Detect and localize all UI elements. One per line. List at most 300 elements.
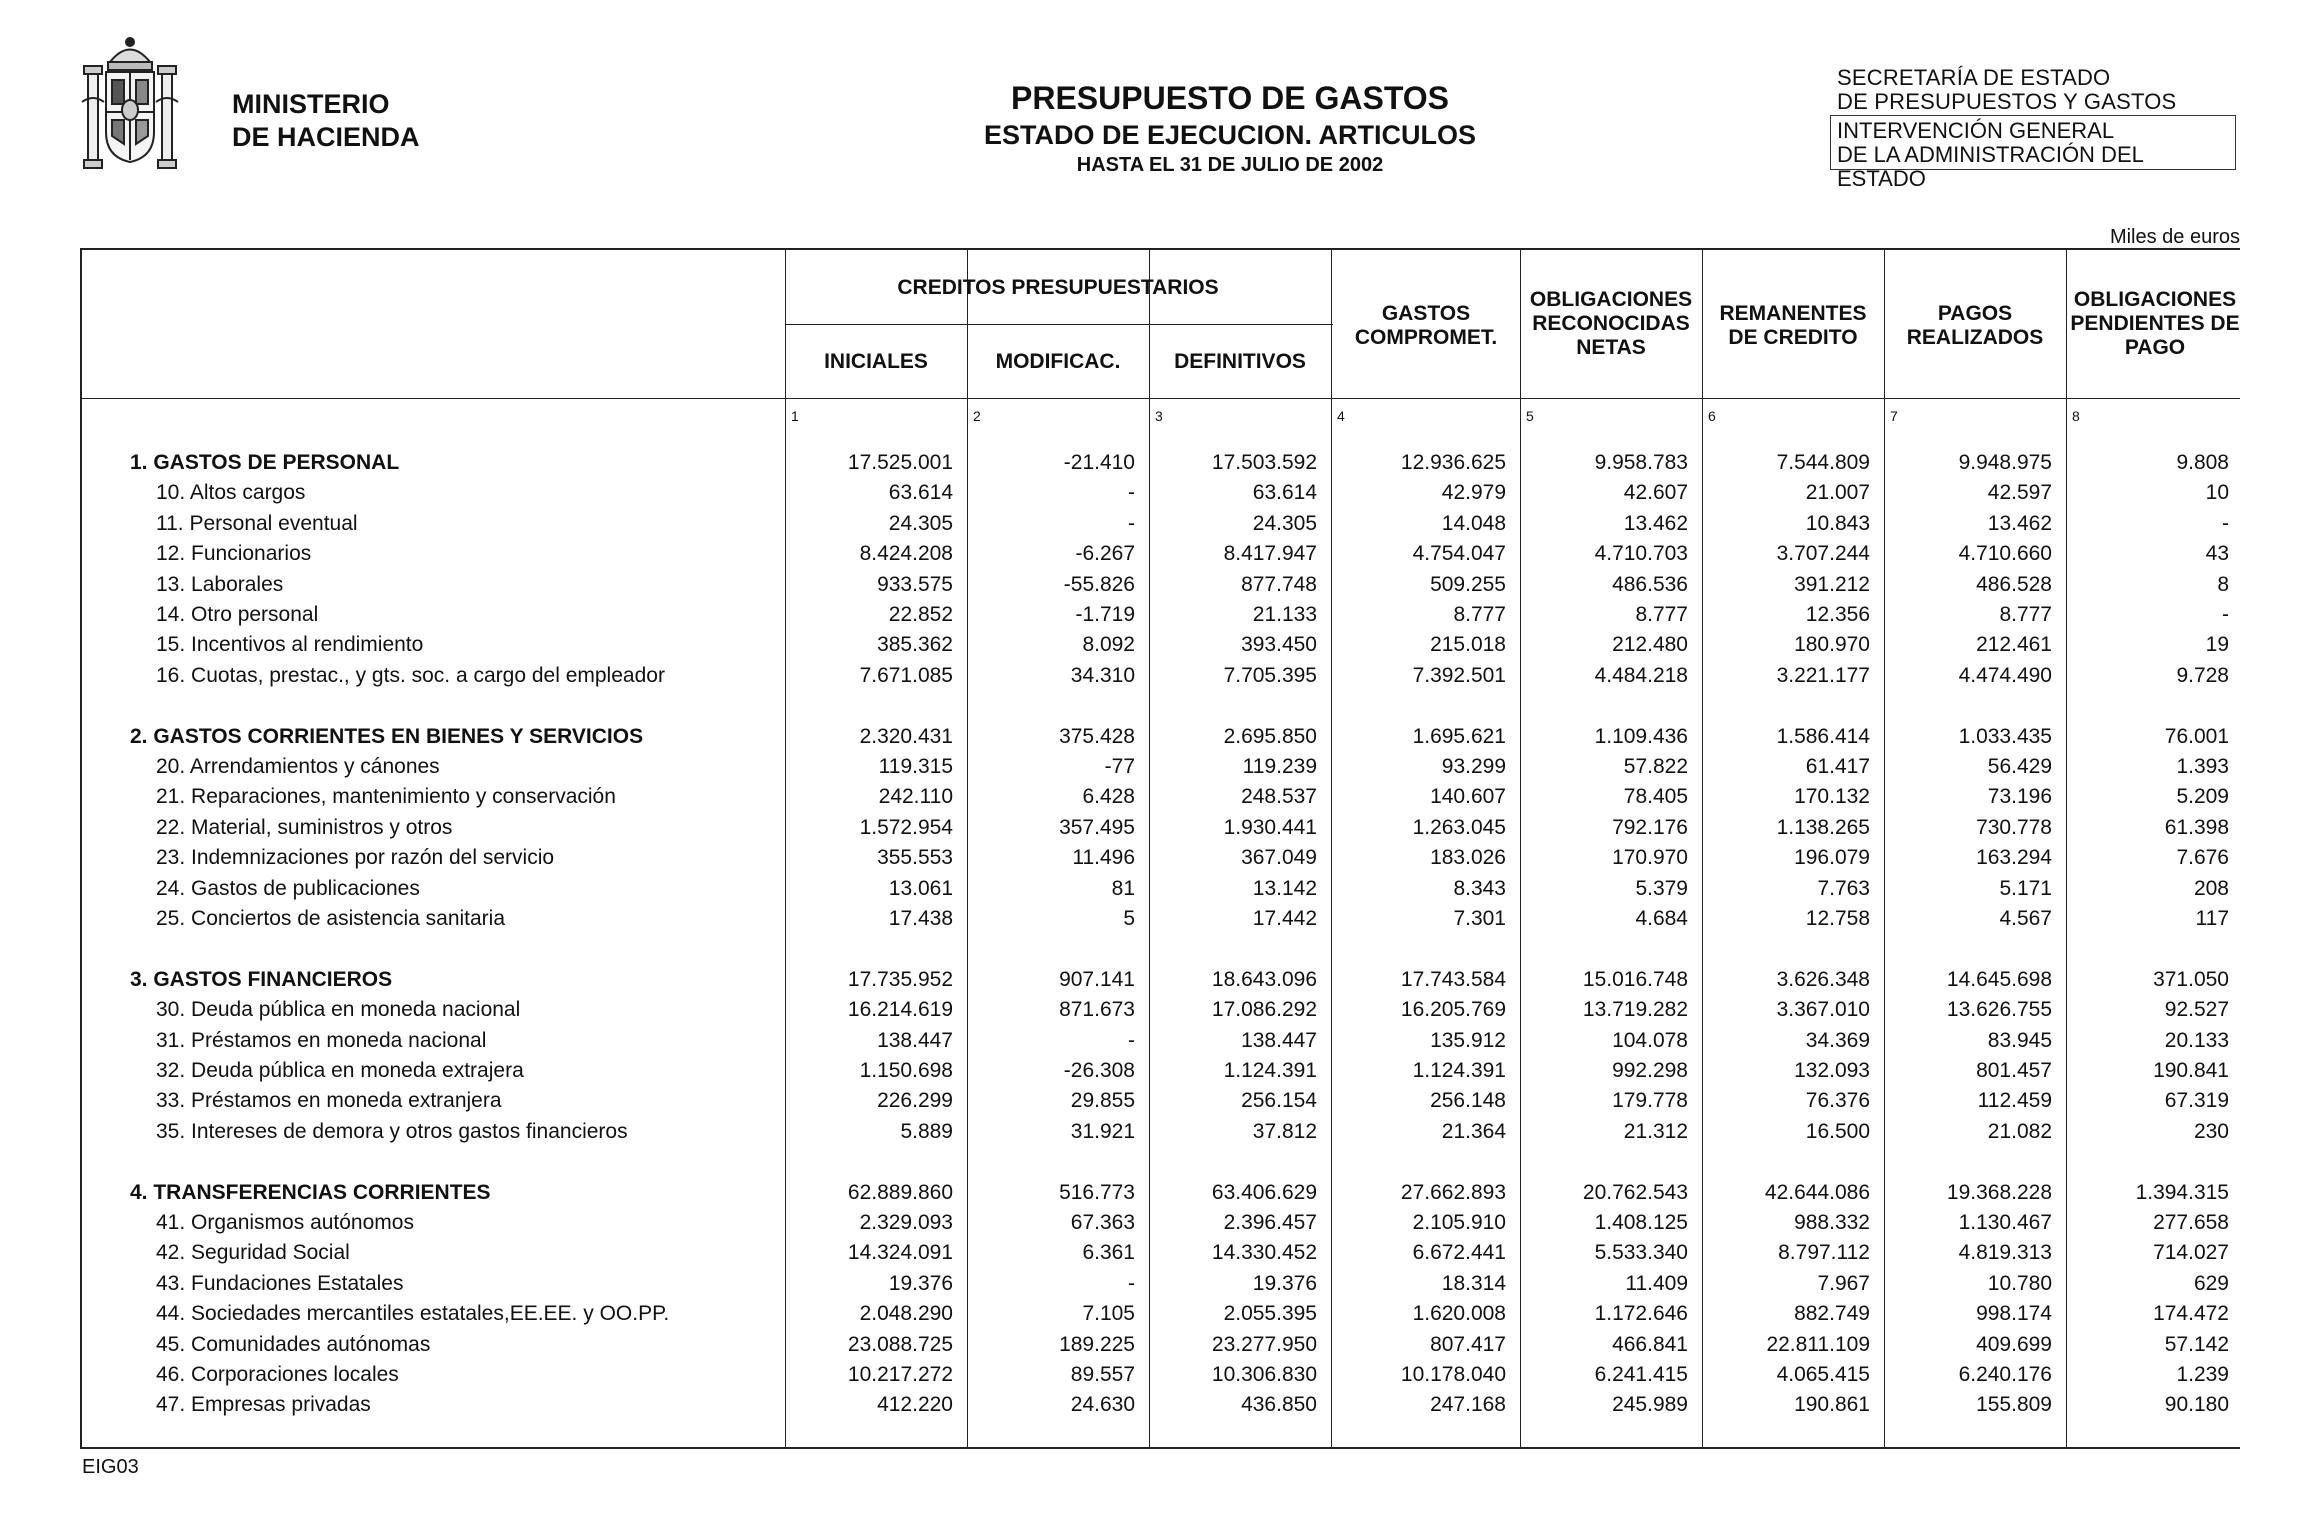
- row-value: 14.324.091: [847, 1241, 953, 1265]
- row-value: 24.305: [1252, 511, 1317, 535]
- row-value: 196.079: [1794, 846, 1870, 870]
- col-header-remanentes: REMANENTES DE CREDITO: [1719, 302, 1867, 349]
- row-value: 112.459: [1977, 1089, 2052, 1113]
- row-value: 1.394.315: [2135, 1180, 2229, 1204]
- row-value: 17.086.292: [1211, 998, 1317, 1022]
- row-value: -21.410: [1063, 451, 1135, 474]
- row-value: 1.239: [2176, 1363, 2229, 1386]
- row-value: 63.614: [888, 481, 953, 505]
- row-value: 10.178.040: [1400, 1363, 1506, 1386]
- row-value: 10.306.830: [1211, 1363, 1317, 1386]
- row-label: 16. Cuotas, prestac., y gts. soc. a cargo del empleador: [156, 663, 665, 687]
- row-value: 1.124.391: [1223, 1059, 1317, 1082]
- row-label: 2. GASTOS CORRIENTES EN BIENES Y SERVICIOS: [130, 724, 644, 748]
- table-row: [80, 509, 2240, 539]
- row-label: 25. Conciertos de asistencia sanitaria: [156, 907, 506, 930]
- table-row: [80, 1117, 2240, 1147]
- row-label: 21. Reparaciones, mantenimiento y conservación: [156, 785, 616, 809]
- table-group-row: [80, 1178, 2240, 1208]
- row-value: 12.936.625: [1400, 451, 1506, 474]
- row-value: 73.196: [1987, 785, 2052, 809]
- row-value: 8.417.947: [1223, 542, 1317, 566]
- row-value: 12.758: [1805, 907, 1870, 930]
- row-value: 93.299: [1441, 755, 1506, 778]
- row-label: 42. Seguridad Social: [156, 1241, 350, 1265]
- row-value: 988.332: [1794, 1211, 1870, 1234]
- table-row: [80, 1390, 2240, 1420]
- row-value: 12.356: [1805, 603, 1870, 626]
- row-value: 18.643.096: [1211, 967, 1317, 991]
- row-value: 61.417: [1805, 755, 1870, 778]
- row-value: 807.417: [1430, 1332, 1506, 1356]
- table-row: [80, 1330, 2240, 1360]
- row-value: 385.362: [877, 633, 953, 657]
- report-title-block: [810, 78, 1650, 178]
- table-group-row: [80, 722, 2240, 752]
- table-group-row: [80, 448, 2240, 478]
- row-label: 46. Corporaciones locales: [156, 1363, 399, 1386]
- row-value: 4.474.490: [1958, 663, 2052, 687]
- group-header-divider: [785, 324, 1333, 325]
- row-value: 19.368.228: [1946, 1180, 2052, 1204]
- row-value: 2.105.910: [1412, 1211, 1506, 1234]
- row-value: 170.132: [1794, 785, 1870, 809]
- table-row: [80, 1208, 2240, 1238]
- row-value: 877.748: [1241, 572, 1317, 596]
- row-value: -55.826: [1063, 572, 1135, 596]
- row-label: 24. Gastos de publicaciones: [156, 876, 420, 900]
- row-label: 20. Arrendamientos y cánones: [156, 755, 440, 778]
- row-value: 1.930.441: [1223, 815, 1317, 839]
- row-value: 7.676: [2176, 846, 2229, 870]
- row-label: 3. GASTOS FINANCIEROS: [130, 967, 393, 991]
- row-value: 92.527: [2164, 998, 2229, 1022]
- row-value: 190.861: [1794, 1393, 1870, 1417]
- table-row: [80, 1238, 2240, 1268]
- row-value: 256.148: [1430, 1089, 1506, 1113]
- row-value: 7.544.809: [1776, 451, 1870, 474]
- row-value: 1.033.435: [1958, 724, 2052, 748]
- table-row: [80, 752, 2240, 782]
- table-row: [80, 539, 2240, 569]
- table-row: [80, 1269, 2240, 1299]
- row-value: 83.945: [1987, 1028, 2052, 1052]
- table-row: [80, 813, 2240, 843]
- col-header-gastos-comprom: GASTOS COMPROMET.: [1354, 302, 1498, 349]
- row-label: 23. Indemnizaciones por razón del servicio: [156, 846, 555, 870]
- table-row: [80, 904, 2240, 934]
- row-value: 4.484.218: [1594, 663, 1688, 687]
- row-value: 8.424.208: [859, 542, 953, 566]
- row-label: 32. Deuda pública en moneda extrajera: [156, 1059, 524, 1082]
- row-value: 245.989: [1612, 1393, 1688, 1417]
- row-value: 119.315: [878, 755, 953, 778]
- row-value: 6.672.441: [1412, 1241, 1506, 1265]
- row-label: 47. Empresas privadas: [156, 1393, 371, 1417]
- row-value: 1.138.265: [1776, 815, 1870, 839]
- row-value: 871.673: [1059, 998, 1135, 1022]
- table-row: [80, 600, 2240, 630]
- row-value: 5.171: [1999, 876, 2052, 900]
- row-value: 13.061: [888, 876, 953, 900]
- row-value: 67.363: [1070, 1211, 1135, 1234]
- row-value: 7.301: [1453, 907, 1506, 930]
- table-row: [80, 843, 2240, 873]
- row-value: 20.133: [2164, 1028, 2229, 1052]
- row-value: 7.392.501: [1412, 663, 1506, 687]
- row-value: -77: [1104, 755, 1135, 778]
- table-group-row: [80, 965, 2240, 995]
- row-value: 212.480: [1612, 633, 1688, 657]
- row-value: 371.050: [2153, 967, 2229, 991]
- row-value: 4.065.415: [1776, 1363, 1870, 1386]
- row-value: 190.841: [2153, 1059, 2229, 1082]
- row-value: 34.369: [1805, 1028, 1870, 1052]
- table-row: [80, 782, 2240, 812]
- units-label: Miles de euros: [2109, 226, 2240, 248]
- row-value: 42.644.086: [1764, 1180, 1870, 1204]
- row-value: 4.710.703: [1594, 542, 1688, 566]
- row-label: 4. TRANSFERENCIAS CORRIENTES: [130, 1180, 491, 1204]
- row-value: 37.812: [1252, 1119, 1317, 1143]
- row-value: 17.525.001: [847, 451, 953, 474]
- row-value: 76.376: [1805, 1089, 1870, 1113]
- row-value: 13.462: [1623, 511, 1688, 535]
- row-label: 12. Funcionarios: [156, 542, 312, 566]
- intervencion-line-1: INTERVENCIÓN GENERAL: [1837, 118, 2115, 143]
- table-row: [80, 630, 2240, 660]
- row-value: 155.809: [1976, 1393, 2052, 1417]
- row-value: 21.133: [1252, 603, 1317, 626]
- secretaria-line-1: SECRETARÍA DE ESTADO: [1837, 65, 2111, 90]
- row-label: 41. Organismos autónomos: [156, 1211, 414, 1234]
- table-row: [80, 1299, 2240, 1329]
- row-value: 5.533.340: [1594, 1241, 1688, 1265]
- row-value: 20.762.543: [1582, 1180, 1688, 1204]
- row-value: 409.699: [1976, 1332, 2052, 1356]
- row-value: 1.408.125: [1594, 1211, 1688, 1234]
- row-value: 135.912: [1430, 1028, 1506, 1052]
- table-row: [80, 1056, 2240, 1086]
- row-value: 3.707.244: [1776, 542, 1870, 566]
- row-value: 247.168: [1430, 1393, 1506, 1417]
- row-value: 21.082: [1987, 1119, 2052, 1143]
- row-label: 10. Altos cargos: [156, 481, 306, 505]
- row-value: 792.176: [1612, 815, 1688, 839]
- row-value: 42.607: [1623, 481, 1688, 505]
- row-value: 13.626.755: [1946, 998, 2052, 1022]
- row-value: 375.428: [1059, 724, 1135, 748]
- row-value: 140.607: [1430, 785, 1506, 809]
- row-value: 208: [2193, 876, 2229, 900]
- header-divider: [80, 398, 2240, 399]
- table-row: [80, 478, 2240, 508]
- row-value: 42.979: [1441, 481, 1506, 505]
- row-value: 63.406.629: [1211, 1180, 1317, 1204]
- row-value: 801.457: [1976, 1059, 2052, 1082]
- row-label: 1. GASTOS DE PERSONAL: [130, 451, 400, 474]
- row-value: 2.396.457: [1223, 1211, 1317, 1234]
- row-value: 248.537: [1241, 785, 1317, 809]
- row-value: 17.438: [888, 907, 953, 930]
- col-header-pagos: PAGOS REALIZADOS: [1906, 302, 2044, 349]
- row-value: 1.109.436: [1594, 724, 1688, 748]
- row-value: 1.124.391: [1412, 1059, 1506, 1082]
- row-value: 138.447: [877, 1028, 953, 1052]
- row-value: 277.658: [2153, 1211, 2229, 1234]
- ministry-name: [232, 88, 420, 154]
- row-value: 730.778: [1976, 815, 2052, 839]
- row-label: 15. Incentivos al rendimiento: [156, 633, 424, 657]
- row-value: 23.088.725: [847, 1332, 953, 1356]
- row-value: 13.719.282: [1582, 998, 1688, 1022]
- row-label: 33. Préstamos en moneda extranjera: [156, 1089, 502, 1113]
- row-value: 34.310: [1070, 663, 1135, 687]
- col-number: 8: [2072, 408, 2080, 424]
- row-value: 7.967: [1817, 1271, 1870, 1295]
- secretaria-label: [1837, 66, 2176, 114]
- row-label: 45. Comunidades autónomas: [156, 1332, 431, 1356]
- table-row: [80, 1086, 2240, 1116]
- row-value: 43: [2205, 542, 2229, 566]
- row-value: -26.308: [1063, 1059, 1135, 1082]
- table-row: [80, 1360, 2240, 1390]
- form-code: EIG03: [82, 1456, 139, 1478]
- row-value: 9.728: [2176, 663, 2229, 687]
- table-row: [80, 874, 2240, 904]
- row-value: 14.330.452: [1211, 1241, 1317, 1265]
- row-value: 486.536: [1612, 572, 1688, 596]
- row-label: 44. Sociedades mercantiles estatales,EE.EE. y OO.PP.: [156, 1302, 670, 1326]
- row-value: 4.710.660: [1958, 542, 2052, 566]
- row-value: 1.572.954: [859, 815, 953, 839]
- row-value: 174.472: [2153, 1302, 2229, 1326]
- row-value: 1.695.621: [1412, 724, 1506, 748]
- row-value: 63.614: [1252, 481, 1317, 505]
- row-value: -: [2222, 511, 2229, 535]
- row-value: 8.797.112: [1778, 1241, 1870, 1265]
- row-value: 15.016.748: [1582, 967, 1688, 991]
- row-value: 2.695.850: [1223, 724, 1317, 748]
- row-value: -6.267: [1075, 542, 1135, 566]
- row-value: 90.180: [2164, 1393, 2229, 1417]
- row-value: 5.209: [2176, 785, 2229, 809]
- report-title: PRESUPUESTO DE GASTOS: [1010, 80, 1450, 116]
- row-value: 1.172.646: [1594, 1302, 1688, 1326]
- creditos-group-header: CREDITOS PRESUPUESTARIOS: [897, 276, 1219, 299]
- row-value: 14.645.698: [1946, 967, 2052, 991]
- row-value: 355.553: [877, 846, 953, 870]
- row-value: 21.312: [1623, 1119, 1688, 1143]
- row-label: 11. Personal eventual: [156, 511, 358, 535]
- row-value: 4.567: [1999, 907, 2052, 930]
- row-value: 3.626.348: [1776, 967, 1870, 991]
- row-value: 16.214.619: [847, 998, 953, 1022]
- row-value: 11.409: [1625, 1271, 1688, 1295]
- row-value: 1.620.008: [1412, 1302, 1506, 1326]
- row-value: 412.220: [877, 1393, 953, 1417]
- row-value: 882.749: [1794, 1302, 1870, 1326]
- col-header-obligaciones-netas: OBLIGACIONES RECONOCIDAS NETAS: [1529, 288, 1693, 359]
- row-value: 5: [1123, 907, 1135, 930]
- col-number: 1: [791, 408, 799, 424]
- row-value: 3.221.177: [1776, 663, 1870, 687]
- row-value: -: [1128, 481, 1135, 505]
- row-value: 17.735.952: [847, 967, 953, 991]
- row-value: 8.092: [1082, 633, 1135, 657]
- col-number: 4: [1337, 408, 1345, 424]
- row-value: 117: [2195, 907, 2229, 930]
- row-value: 19: [2205, 633, 2229, 657]
- row-value: 19.376: [1252, 1271, 1317, 1295]
- row-value: 10.217.272: [847, 1363, 953, 1386]
- row-value: 57.142: [2164, 1332, 2229, 1356]
- row-value: 629: [2193, 1271, 2229, 1295]
- row-value: 436.850: [1241, 1393, 1317, 1417]
- row-value: -: [1128, 511, 1135, 535]
- row-value: 189.225: [1059, 1332, 1135, 1356]
- row-value: 6.240.176: [1958, 1363, 2052, 1386]
- row-value: 13.462: [1987, 511, 2052, 535]
- row-value: 2.320.431: [859, 724, 953, 748]
- row-value: 10: [2205, 481, 2229, 505]
- row-value: 907.141: [1059, 967, 1135, 991]
- ministry-line-2: DE HACIENDA: [232, 122, 420, 152]
- row-value: 57.822: [1623, 755, 1688, 778]
- row-value: 8: [2217, 572, 2229, 596]
- row-value: 8.343: [1453, 876, 1506, 900]
- row-value: 7.105: [1082, 1302, 1135, 1326]
- row-value: 242.110: [878, 785, 953, 809]
- row-value: 21.007: [1805, 481, 1870, 505]
- row-value: 516.773: [1059, 1180, 1135, 1204]
- row-label: 43. Fundaciones Estatales: [156, 1271, 404, 1295]
- row-value: 13.142: [1252, 876, 1317, 900]
- row-value: 992.298: [1612, 1059, 1688, 1082]
- row-value: 22.852: [888, 603, 953, 626]
- row-value: 11.496: [1072, 846, 1135, 870]
- row-value: 509.255: [1430, 572, 1506, 596]
- row-value: 132.093: [1794, 1059, 1870, 1082]
- row-value: 31.921: [1070, 1119, 1135, 1143]
- row-value: -: [1128, 1271, 1135, 1295]
- row-value: 17.743.584: [1400, 967, 1506, 991]
- row-value: 2.329.093: [859, 1211, 953, 1234]
- row-value: -: [1128, 1028, 1135, 1052]
- ministry-line-1: MINISTERIO: [232, 89, 390, 119]
- row-value: 6.361: [1082, 1241, 1135, 1265]
- row-value: 6.241.415: [1594, 1363, 1688, 1386]
- col-number: 5: [1526, 408, 1534, 424]
- row-value: 119.239: [1242, 755, 1317, 778]
- report-period: HASTA EL 31 DE JULIO DE 2002: [1076, 154, 1384, 176]
- row-value: 9.958.783: [1594, 451, 1688, 474]
- row-value: 19.376: [888, 1271, 953, 1295]
- row-value: 230: [2193, 1119, 2229, 1143]
- row-value: 21.364: [1441, 1119, 1506, 1143]
- coat-of-arms-logo: [80, 32, 180, 182]
- row-value: 8.777: [1453, 603, 1506, 626]
- report-subtitle: ESTADO DE EJECUCION. ARTICULOS: [983, 120, 1477, 150]
- row-label: 31. Préstamos en moneda nacional: [156, 1028, 487, 1052]
- row-value: 3.367.010: [1776, 998, 1870, 1022]
- row-value: 7.763: [1817, 876, 1870, 900]
- col-number: 3: [1155, 408, 1163, 424]
- row-value: 170.970: [1612, 846, 1688, 870]
- row-value: 714.027: [2153, 1241, 2229, 1265]
- row-value: 14.048: [1441, 511, 1506, 535]
- row-value: 1.393: [2176, 755, 2229, 778]
- row-value: 138.447: [1241, 1028, 1317, 1052]
- row-value: 1.263.045: [1412, 815, 1506, 839]
- intervencion-line-2: DE LA ADMINISTRACIÓN DEL ESTADO: [1837, 142, 2144, 191]
- row-value: 8.777: [1635, 603, 1688, 626]
- row-value: 5.379: [1635, 876, 1688, 900]
- row-value: 22.811.109: [1766, 1332, 1870, 1356]
- row-value: -: [2222, 603, 2229, 626]
- secretaria-line-2: DE PRESUPUESTOS Y GASTOS: [1837, 89, 2177, 114]
- col-header-obligaciones-pendientes: OBLIGACIONES PENDIENTES DE PAGO: [2070, 288, 2240, 359]
- row-value: 998.174: [1976, 1302, 2052, 1326]
- row-value: 5.889: [900, 1119, 953, 1143]
- row-value: 27.662.893: [1400, 1180, 1506, 1204]
- row-value: 2.055.395: [1223, 1302, 1317, 1326]
- row-value: 486.528: [1976, 572, 2052, 596]
- row-value: 7.705.395: [1223, 663, 1317, 687]
- row-value: 367.049: [1241, 846, 1317, 870]
- row-value: 81: [1111, 876, 1135, 900]
- col-number: 7: [1890, 408, 1898, 424]
- row-value: 183.026: [1430, 846, 1506, 870]
- row-value: 29.855: [1070, 1089, 1135, 1113]
- col-number: 6: [1708, 408, 1716, 424]
- row-value: 226.299: [877, 1089, 953, 1113]
- row-value: 62.889.860: [847, 1180, 953, 1204]
- row-value: 256.154: [1241, 1089, 1317, 1113]
- row-value: 18.314: [1441, 1271, 1506, 1295]
- row-value: 7.671.085: [859, 663, 953, 687]
- row-label: 30. Deuda pública en moneda nacional: [156, 998, 521, 1022]
- row-value: 163.294: [1976, 846, 2052, 870]
- table-row: [80, 1026, 2240, 1056]
- row-value: 10.780: [1987, 1271, 2052, 1295]
- intervencion-box: [1830, 115, 2236, 191]
- row-value: 24.630: [1070, 1393, 1135, 1417]
- row-value: 1.130.467: [1958, 1211, 2052, 1234]
- row-label: 14. Otro personal: [156, 603, 319, 626]
- row-value: 1.586.414: [1776, 724, 1870, 748]
- table-row: [80, 661, 2240, 691]
- col-number: 2: [973, 408, 981, 424]
- row-value: 4.684: [1635, 907, 1688, 930]
- row-value: 1.150.698: [859, 1059, 953, 1082]
- row-value: 212.461: [1976, 633, 2052, 657]
- row-value: 24.305: [888, 511, 953, 535]
- row-value: 78.405: [1623, 785, 1688, 809]
- row-value: 56.429: [1987, 755, 2052, 778]
- row-value: 10.843: [1805, 511, 1870, 535]
- row-value: 67.319: [2164, 1089, 2229, 1113]
- row-label: 22. Material, suministros y otros: [156, 815, 453, 839]
- row-value: 391.212: [1794, 572, 1870, 596]
- row-label: 13. Laborales: [156, 572, 284, 596]
- row-value: 89.557: [1070, 1363, 1135, 1386]
- row-value: 8.777: [1999, 603, 2052, 626]
- row-value: 16.205.769: [1400, 998, 1506, 1022]
- col-header-modificac: MODIFICAC.: [995, 350, 1121, 373]
- row-value: -1.719: [1075, 603, 1135, 626]
- row-value: 215.018: [1430, 633, 1506, 657]
